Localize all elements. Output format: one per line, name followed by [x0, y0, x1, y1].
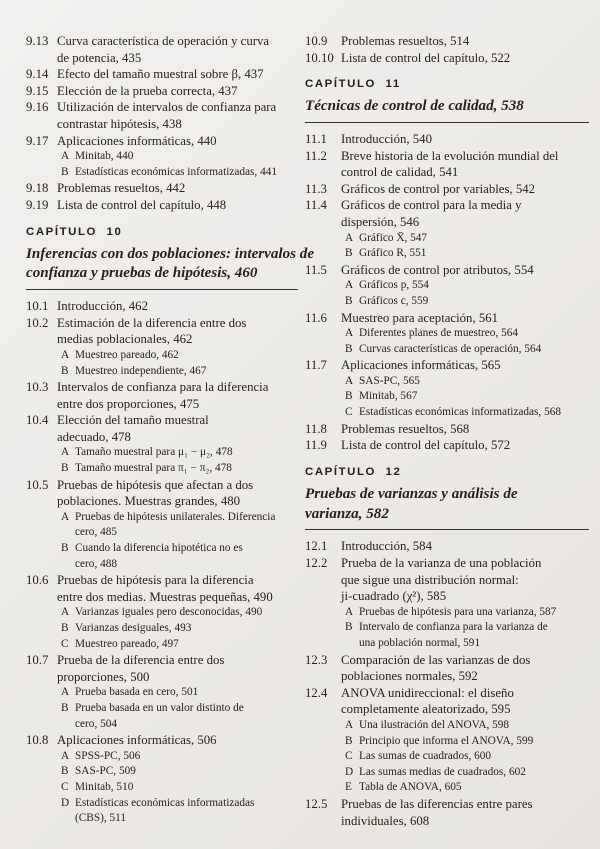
text-line: Pruebas de hipótesis para una varianza, 587 — [359, 605, 557, 618]
toc-entries — [26, 33, 298, 214]
entry-number: 10.6 — [26, 573, 49, 588]
entry-number: 11.4 — [305, 198, 327, 213]
entry-text — [57, 197, 298, 214]
entry-number: 10.1 — [26, 299, 49, 314]
subentry-letter: D — [345, 765, 354, 778]
subentry-text — [359, 246, 589, 262]
subentry-letter: B — [345, 390, 353, 403]
entry-number: 11.7 — [305, 358, 327, 373]
text-line: Gráficos c, 559 — [359, 294, 429, 307]
entry-number: 12.3 — [305, 652, 328, 667]
entry-number: 10.2 — [26, 315, 49, 330]
entry-number: 9.15 — [26, 83, 49, 98]
toc-subentry — [26, 541, 298, 572]
entry-number: 12.2 — [305, 556, 328, 571]
text-line: Estadísticas económicas informatizadas, 441 — [75, 165, 278, 178]
toc-entry — [305, 357, 589, 374]
subentry-text — [359, 231, 589, 247]
subentry-text — [359, 734, 589, 750]
text-line: Gráficos de control por atributos, 554 — [341, 262, 534, 277]
entry-number: 10.9 — [305, 34, 328, 48]
text-line: Minitab, 510 — [75, 780, 134, 793]
toc-entry — [305, 310, 589, 327]
text-line: Minitab, 440 — [75, 150, 134, 163]
text-line: Curva característica de operación y curva — [57, 34, 270, 48]
entry-text — [341, 685, 589, 718]
entry-text — [57, 133, 298, 150]
toc-subentry — [26, 510, 298, 541]
entry-number: 11.9 — [305, 438, 327, 453]
subentry-letter: A — [61, 749, 70, 762]
text-line: proporciones, 500 — [57, 669, 150, 684]
subentry-text — [75, 149, 298, 165]
title-line: confianza y pruebas de hipótesis, 460 — [26, 265, 258, 282]
entry-text — [341, 357, 589, 374]
subentry-letter: A — [61, 510, 70, 523]
toc-entry — [305, 437, 589, 454]
text-line: Pruebas de las diferencias entre pares — [341, 796, 533, 811]
subentry-text — [75, 780, 298, 796]
subentry-letter: B — [61, 701, 69, 714]
subentry-text — [75, 621, 298, 637]
text-line: Utilización de intervalos de confianza para — [57, 100, 277, 115]
chapter-kicker: CAPÍTULO 11 — [305, 78, 401, 91]
toc-entry — [26, 652, 298, 685]
title-line: Técnicas de control de calidad, 538 — [305, 98, 524, 115]
toc-entry — [26, 298, 298, 315]
toc-entry — [305, 197, 589, 230]
toc-subentry — [26, 149, 298, 165]
toc-subentry — [26, 605, 298, 621]
text-line: Intervalos de confianza para la diferencia — [57, 380, 269, 395]
toc-entry — [26, 133, 298, 150]
text-line: Prueba de la diferencia entre dos — [57, 653, 225, 668]
subentry-text — [75, 461, 298, 477]
entry-text — [57, 33, 298, 66]
toc-entry — [305, 148, 589, 181]
subentry-letter: A — [345, 327, 354, 340]
text-line: entre dos proporciones, 475 — [57, 396, 200, 411]
text-line: Estimación de la diferencia entre dos — [57, 315, 247, 330]
toc-entry — [305, 181, 589, 198]
toc-entry — [305, 555, 589, 605]
title-line: Inferencias con dos poblaciones: intervalos de — [26, 245, 315, 262]
text-line: Gráfico R, 551 — [359, 247, 427, 260]
toc-subentry — [305, 389, 589, 405]
text-line: SAS-PC, 565 — [359, 374, 420, 387]
entry-text — [57, 315, 298, 348]
text-line: Pruebas de hipótesis para la diferencia — [57, 573, 254, 588]
text-line: Lista de control del capítulo, 572 — [341, 438, 511, 453]
text-line: una población normal, 591 — [359, 637, 481, 650]
text-line: Aplicaciones informáticas, 565 — [341, 358, 501, 373]
toc-entry — [26, 412, 298, 445]
toc-subentry — [26, 796, 298, 827]
toc-entries — [305, 33, 589, 66]
toc-subentry — [305, 294, 589, 310]
text-line: cero, 485 — [75, 526, 118, 539]
text-line: Las sumas medias de cuadrados, 602 — [359, 765, 526, 778]
subentry-letter: B — [61, 462, 69, 475]
entry-text — [341, 652, 589, 685]
text-line: Aplicaciones informáticas, 506 — [57, 733, 217, 748]
entry-number: 10.7 — [26, 653, 49, 668]
entry-number: 11.1 — [305, 131, 327, 146]
entry-text — [341, 555, 589, 605]
toc-entry — [26, 315, 298, 348]
entry-text — [57, 732, 298, 749]
subentry-text — [75, 510, 298, 541]
toc-subentry — [26, 780, 298, 796]
entry-text — [341, 437, 589, 454]
chapter-kicker: CAPÍTULO 12 — [305, 465, 402, 478]
entry-number: 9.19 — [26, 197, 49, 212]
subentry-letter: C — [61, 780, 69, 793]
toc-entry — [26, 197, 298, 214]
text-line: Muestreo pareado, 497 — [75, 637, 179, 650]
entry-text — [57, 99, 298, 132]
text-line: Introducción, 462 — [57, 299, 148, 314]
entry-text — [341, 50, 589, 67]
subentry-text — [75, 637, 298, 653]
subentry-letter: B — [345, 247, 353, 260]
text-line: Elección del tamaño muestral — [57, 413, 209, 428]
text-line: Una ilustración del ANOVA, 598 — [359, 718, 510, 731]
subentry-text — [359, 749, 589, 765]
toc-entry — [26, 477, 298, 510]
entry-number: 11.3 — [305, 181, 327, 196]
entry-number: 10.8 — [26, 733, 49, 748]
toc-subentry — [305, 374, 589, 390]
toc-subentry — [305, 246, 589, 262]
toc-entry — [26, 732, 298, 749]
toc-subentry — [305, 342, 589, 358]
text-line: Introducción, 540 — [341, 131, 432, 146]
entry-text — [57, 66, 298, 83]
entry-text — [341, 796, 589, 829]
title-line: varianza, 582 — [305, 505, 389, 522]
subentry-text — [359, 278, 589, 294]
text-line: Gráficos de control para la media y — [341, 198, 522, 213]
entry-number: 11.6 — [305, 310, 327, 325]
entry-text — [341, 310, 589, 327]
text-line: Varianzas iguales pero desconocidas, 490 — [75, 606, 263, 619]
subentry-text — [359, 389, 589, 405]
toc-subentry — [305, 780, 589, 796]
toc-subentry — [26, 445, 298, 461]
text-line: poblaciones. Muestras grandes, 480 — [57, 494, 241, 509]
text-line: cero, 488 — [75, 557, 118, 570]
toc-entry — [305, 685, 589, 718]
text-line: Aplicaciones informáticas, 440 — [57, 133, 217, 148]
entry-number: 9.16 — [26, 100, 49, 115]
text-line: Tamaño muestral para π₁ − π₂, 478 — [75, 462, 232, 475]
entry-text — [57, 412, 298, 445]
text-line: Varianzas desiguales, 493 — [75, 622, 192, 634]
subentry-letter: A — [61, 606, 70, 619]
subentry-text — [359, 620, 589, 651]
entry-text — [341, 131, 589, 148]
entry-number: 12.5 — [305, 796, 328, 811]
text-line: Problemas resueltos, 514 — [341, 34, 470, 48]
text-line: Muestreo independiente, 467 — [75, 364, 207, 377]
subentry-text — [75, 364, 298, 380]
text-line: control de calidad, 541 — [341, 165, 459, 180]
toc-column-left — [26, 33, 315, 827]
entry-number: 11.8 — [305, 421, 327, 436]
subentry-letter: D — [61, 796, 70, 809]
subentry-text — [359, 294, 589, 310]
toc-column-right — [305, 33, 589, 829]
text-line: Prueba basada en cero, 501 — [75, 686, 199, 699]
subentry-text — [359, 780, 589, 796]
subentry-text — [75, 685, 298, 701]
subentry-letter: A — [61, 348, 70, 361]
text-line: Prueba basada en un valor distinto de — [75, 701, 244, 714]
entry-text — [341, 197, 589, 230]
toc-subentry — [26, 165, 298, 181]
subentry-letter: B — [61, 165, 69, 178]
toc-entry — [26, 572, 298, 605]
toc-entry — [305, 131, 589, 148]
toc-entry — [26, 379, 298, 412]
toc-entries — [26, 298, 298, 827]
text-line: Gráficos p, 554 — [359, 279, 429, 292]
text-line: ANOVA unidireccional: el diseño — [341, 685, 514, 700]
subentry-letter: E — [345, 781, 352, 794]
subentry-letter: A — [345, 231, 354, 244]
text-line: Estadísticas económicas informatizadas — [75, 796, 255, 809]
entry-number: 10.10 — [305, 50, 334, 65]
text-line: Elección de la prueba correcta, 437 — [57, 83, 238, 98]
text-line: Tamaño muestral para μ₁ − μ₂, 478 — [75, 446, 233, 459]
text-line: SAS-PC, 509 — [75, 765, 136, 778]
toc-entry — [305, 33, 589, 50]
chapter-heading — [305, 78, 589, 123]
subentry-text — [359, 342, 589, 358]
text-line: Gráfico X̄, 547 — [359, 231, 428, 244]
entry-number: 9.17 — [26, 133, 49, 148]
subentry-text — [75, 605, 298, 621]
toc-entry — [26, 66, 298, 83]
subentry-letter: A — [61, 150, 70, 163]
subentry-text — [75, 796, 298, 827]
toc-subentry — [26, 685, 298, 701]
text-line: Pruebas de hipótesis que afectan a dos — [57, 477, 254, 492]
text-line: Muestreo para aceptación, 561 — [341, 310, 499, 325]
entry-text — [341, 33, 589, 50]
toc-subentry — [305, 231, 589, 247]
entry-text — [57, 652, 298, 685]
subentry-text — [359, 765, 589, 781]
text-line: Estadísticas económicas informatizadas, 568 — [359, 406, 562, 419]
text-line: Problemas resueltos, 442 — [57, 181, 186, 196]
text-line: individuales, 608 — [341, 813, 430, 828]
toc-subentry — [305, 605, 589, 621]
text-line: Tabla de ANOVA, 605 — [359, 781, 462, 794]
text-line: SPSS-PC, 506 — [75, 749, 141, 762]
text-line: cero, 504 — [75, 717, 118, 730]
text-line: dispersión, 546 — [341, 214, 420, 229]
text-line: Las sumas de cuadrados, 600 — [359, 750, 492, 763]
subentry-letter: C — [345, 750, 353, 763]
entry-text — [341, 538, 589, 555]
text-line: Intervalo de confianza para la varianza de — [359, 621, 548, 634]
toc-subentry — [305, 734, 589, 750]
subentry-letter: B — [61, 542, 69, 555]
subentry-letter: A — [345, 374, 354, 387]
text-line: Gráficos de control por variables, 542 — [341, 181, 536, 196]
chapter-kicker: CAPÍTULO 10 — [26, 225, 123, 238]
toc-subentry — [305, 718, 589, 734]
text-line: Problemas resueltos, 568 — [341, 421, 470, 436]
text-line: Comparación de las varianzas de dos — [341, 652, 531, 667]
chapter-title — [26, 245, 315, 291]
toc-entry — [26, 99, 298, 132]
entry-number: 12.1 — [305, 539, 328, 554]
subentry-text — [75, 541, 298, 572]
text-line: que sigue una distribución normal: — [341, 572, 519, 587]
chapter-title — [305, 485, 589, 531]
subentry-text — [359, 405, 589, 421]
text-line: contrastar hipótesis, 438 — [57, 116, 182, 131]
subentry-text — [359, 374, 589, 390]
subentry-letter: B — [61, 765, 69, 778]
entry-number: 10.5 — [26, 477, 49, 492]
entry-number: 9.14 — [26, 67, 49, 82]
entry-text — [57, 572, 298, 605]
toc-entry — [305, 538, 589, 555]
toc-subentry — [305, 405, 589, 421]
subentry-letter: A — [61, 686, 70, 699]
subentry-text — [75, 749, 298, 765]
subentry-letter: A — [345, 605, 354, 618]
subentry-text — [75, 348, 298, 364]
subentry-letter: B — [61, 622, 69, 634]
toc-subentry — [305, 326, 589, 342]
text-line: Pruebas de hipótesis unilaterales. Diferencia — [75, 510, 276, 523]
entry-text — [57, 180, 298, 197]
toc-subentry — [305, 749, 589, 765]
subentry-letter: B — [345, 342, 353, 355]
chapter-heading — [305, 466, 589, 531]
text-line: Introducción, 584 — [341, 539, 432, 554]
text-line: Prueba de la varianza de una población — [341, 556, 542, 571]
text-line: Curvas características de operación, 564 — [359, 342, 542, 355]
entry-number: 10.3 — [26, 380, 49, 395]
toc-entry — [26, 33, 298, 66]
entry-number: 10.4 — [26, 413, 49, 428]
subentry-text — [359, 605, 589, 621]
entry-number: 11.5 — [305, 262, 327, 277]
toc-subentry — [26, 348, 298, 364]
subentry-text — [75, 701, 298, 732]
toc-entry — [26, 83, 298, 100]
subentry-letter: B — [345, 621, 353, 634]
text-line: medias poblacionales, 462 — [57, 332, 193, 347]
toc-entry — [305, 796, 589, 829]
text-line: adecuado, 478 — [57, 429, 131, 444]
text-line: de potencia, 435 — [57, 50, 142, 65]
entry-text — [341, 181, 589, 198]
entry-text — [57, 298, 298, 315]
toc-entry — [26, 180, 298, 197]
entry-text — [341, 148, 589, 181]
subentry-text — [75, 445, 298, 461]
chapter-title — [305, 97, 589, 123]
subentry-text — [359, 326, 589, 342]
toc-subentry — [26, 764, 298, 780]
subentry-letter: A — [345, 718, 354, 731]
entry-text — [341, 262, 589, 279]
title-line: Pruebas de varianzas y análisis de — [305, 485, 518, 502]
entry-number: 12.4 — [305, 685, 328, 700]
toc-entry — [305, 421, 589, 438]
subentry-letter: B — [345, 734, 353, 747]
text-line: poblaciones normales, 592 — [341, 669, 478, 684]
subentry-text — [75, 165, 298, 181]
entry-number: 9.18 — [26, 181, 49, 196]
text-line: Breve historia de la evolución mundial del — [341, 148, 559, 163]
text-line: Efecto del tamaño muestral sobre β, 437 — [57, 67, 264, 82]
subentry-letter: C — [61, 637, 69, 650]
text-line: Diferentes planes de muestreo, 564 — [359, 327, 519, 340]
entry-text — [57, 83, 298, 100]
toc-subentry — [305, 278, 589, 294]
text-line: Cuando la diferencia hipotética no es — [75, 542, 243, 555]
entry-number: 11.2 — [305, 148, 327, 163]
toc-subentry — [26, 701, 298, 732]
text-line: Lista de control del capítulo, 448 — [57, 197, 227, 212]
toc-entry — [305, 262, 589, 279]
toc-entry — [305, 652, 589, 685]
text-line: Muestreo pareado, 462 — [75, 348, 179, 361]
entry-text — [341, 421, 589, 438]
subentry-letter: B — [61, 364, 69, 377]
toc-subentry — [26, 749, 298, 765]
subentry-letter: A — [61, 446, 70, 459]
toc-entry — [305, 50, 589, 67]
text-line: entre dos medias. Muestras pequeñas, 490 — [57, 589, 273, 604]
entry-text — [57, 477, 298, 510]
subentry-text — [359, 718, 589, 734]
text-line: Minitab, 567 — [359, 390, 418, 403]
entry-number: 9.13 — [26, 34, 49, 48]
toc-subentry — [26, 364, 298, 380]
toc-entries — [305, 131, 589, 454]
text-line: completamente aleatorizado, 595 — [341, 702, 511, 717]
subentry-letter: C — [345, 406, 353, 419]
text-line: ji-cuadrado (χ²), 585 — [341, 589, 447, 604]
toc-entries — [305, 538, 589, 829]
chapter-heading — [26, 225, 315, 291]
subentry-text — [75, 764, 298, 780]
subentry-letter: A — [345, 279, 354, 292]
toc-subentry — [305, 765, 589, 781]
subentry-letter: B — [345, 294, 353, 307]
toc-subentry — [26, 461, 298, 477]
text-line: Lista de control del capítulo, 522 — [341, 50, 511, 65]
entry-text — [57, 379, 298, 412]
toc-subentry — [26, 637, 298, 653]
text-line: Principio que informa el ANOVA, 599 — [359, 734, 534, 747]
toc-subentry — [305, 620, 589, 651]
text-line: (CBS), 511 — [75, 812, 127, 825]
toc-subentry — [26, 621, 298, 637]
